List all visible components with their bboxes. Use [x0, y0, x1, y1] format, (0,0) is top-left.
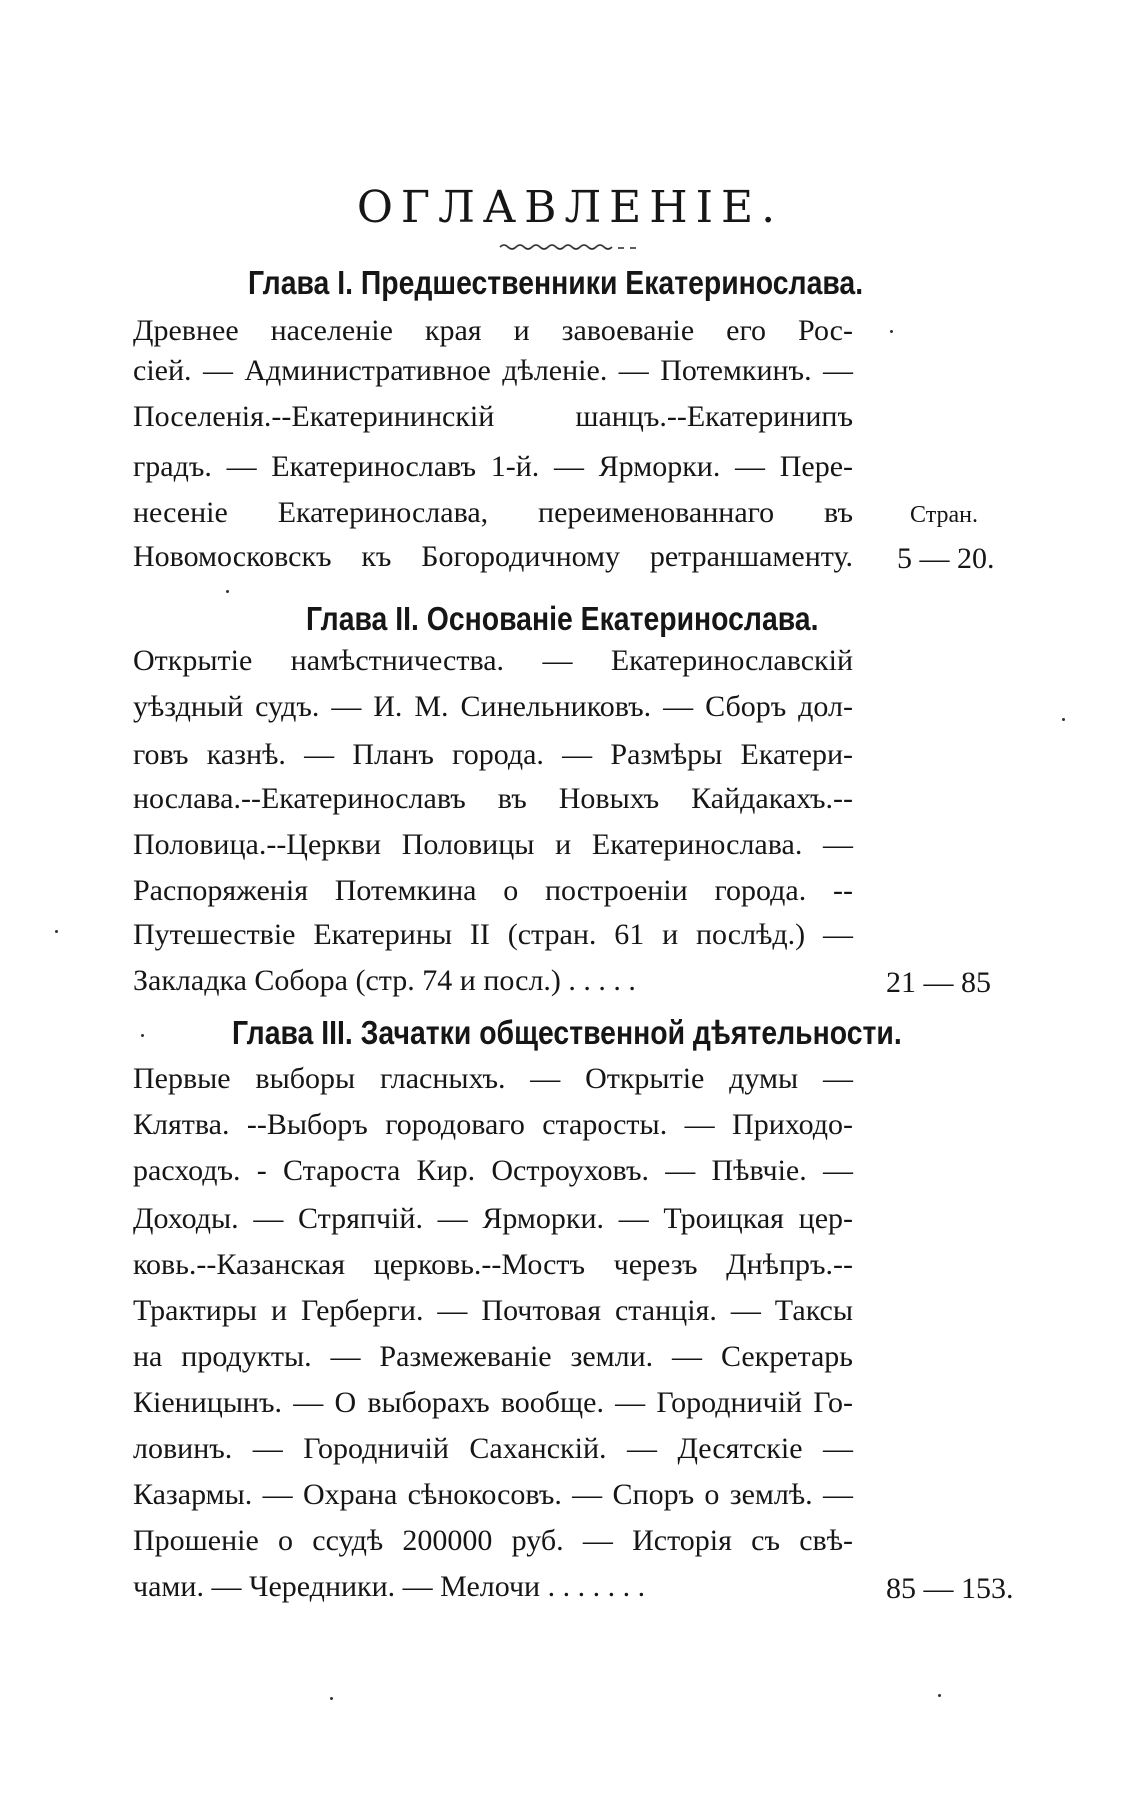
chapter-2-line: говъ казнѣ. — Планъ города. — Размѣры Екатери- — [133, 738, 853, 771]
chapter-3-line: на продукты. — Размежеваніе земли. — Секретарь — [133, 1340, 853, 1373]
chapter-2-line: Закладка Собора (стр. 74 и посл.) . . . . . — [133, 964, 636, 997]
chapter-1-line: Поселенія.--Екатерининскій шанцъ.--Екатеринипъ — [133, 400, 853, 433]
chapter-2-line: Распоряженія Потемкина о построеніи города. -- — [133, 874, 853, 907]
chapter-3-pages: 85 — 153. — [886, 1572, 1014, 1605]
chapter-1-line: Древнее населеніе края и завоеваніе его Рос- — [133, 314, 853, 347]
page-title: ОГЛАВЛЕНІЕ. — [356, 182, 784, 233]
chapter-3-line: ковь.--Казанская церковь.--Мостъ черезъ Днѣпръ.-- — [133, 1248, 853, 1281]
chapter-1-line: градъ. — Екатеринославъ 1-й. — Ярморки. — Пере- — [133, 450, 853, 483]
chapter-3-line: Трактиры и Герберги. — Почтовая станція. — Таксы — [133, 1294, 853, 1327]
chapter-2-pages: 21 — 85 — [886, 966, 991, 999]
chapter-2-line: уѣздный судъ. — И. М. Синельниковъ. — Сборъ дол- — [133, 690, 853, 723]
chapter-3-line: Прошеніе о ссудѣ 200000 руб. — Исторія съ свѣ- — [133, 1524, 853, 1557]
chapter-1-pages: 5 — 20. — [897, 542, 995, 575]
title-ornament — [498, 240, 648, 254]
chapter-2-heading: Глава II. Основаніе Екатеринослава. — [306, 600, 819, 637]
page-column-label: Стран. — [910, 502, 978, 528]
chapter-3-line: чами. — Чередники. — Мелочи . . . . . . . — [133, 1570, 646, 1603]
chapter-2-line: Открытіе намѣстничества. — Екатеринославскій — [133, 644, 853, 677]
print-speck — [330, 1697, 333, 1700]
chapter-2-line: Путешествіе Екатерины II (стран. 61 и послѣд.) — — [133, 918, 853, 951]
print-speck — [938, 1694, 941, 1697]
chapter-3-line: расходъ. - Староста Кир. Остроуховъ. — Пѣвчіе. — — [133, 1154, 853, 1187]
print-speck — [55, 930, 58, 933]
chapter-3-line: ловинъ. — Городничій Саханскій. — Десятскіе — — [133, 1432, 853, 1465]
chapter-2-line: Половица.--Церкви Половицы и Екатеринослава. — — [133, 828, 853, 861]
chapter-3-line: Первые выборы гласныхъ. — Открытіе думы — — [133, 1062, 853, 1095]
chapter-3-heading: Глава III. Зачатки общественной дѣятельности. — [232, 1014, 902, 1051]
chapter-3-line: Доходы. — Стряпчій. — Ярморки. — Троицкая цер- — [133, 1202, 853, 1235]
chapter-3-line: Казармы. — Охрана сѣнокосовъ. — Споръ о землѣ. — — [133, 1478, 853, 1511]
print-speck — [141, 1034, 144, 1037]
print-speck — [226, 590, 229, 593]
print-speck — [890, 330, 893, 333]
chapter-1-line: Новомосковскъ къ Богородичному ретраншаменту. — [133, 540, 853, 573]
chapter-1-line: несеніе Екатеринослава, переименованнаго въ — [133, 496, 853, 529]
chapter-1-line: сіей. — Административное дѣленіе. — Потемкинъ. — — [133, 354, 853, 387]
chapter-1-heading: Глава I. Предшественники Екатеринослава. — [248, 264, 864, 301]
print-speck — [1062, 718, 1065, 721]
chapter-3-line: Кіеницынъ. — О выборахъ вообще. — Городничій Го- — [133, 1386, 853, 1419]
chapter-2-line: нослава.--Екатеринославъ въ Новыхъ Кайдакахъ.-- — [133, 782, 853, 815]
chapter-3-line: Клятва. --Выборъ городоваго старосты. — Приходо- — [133, 1108, 853, 1141]
